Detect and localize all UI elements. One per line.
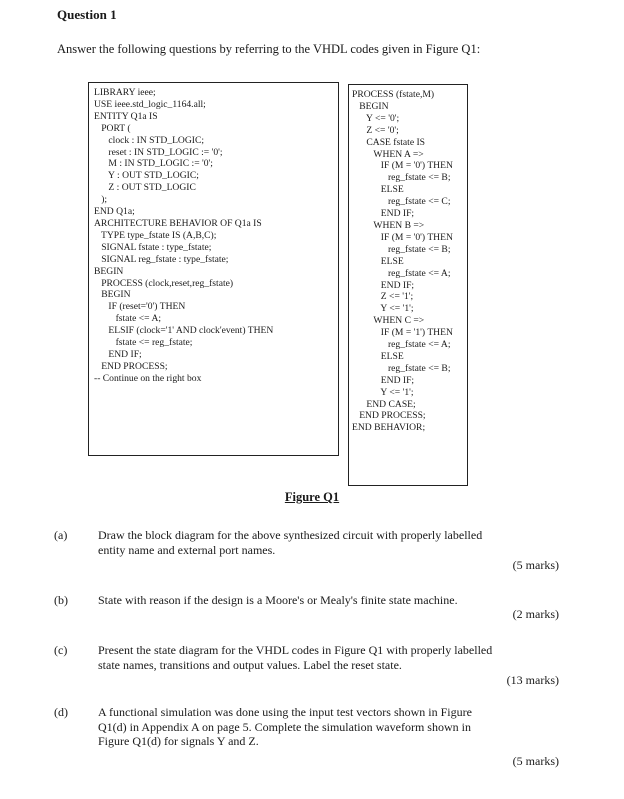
question-heading: Question 1: [57, 7, 117, 22]
code-line: WHEN C =>: [352, 315, 425, 327]
question-part-c: [54, 643, 559, 687]
code-line: reset : IN STD_LOGIC := '0';: [94, 146, 223, 158]
code-line: CASE fstate IS: [352, 136, 426, 148]
question-part-b: [54, 593, 559, 623]
code-line: END BEHAVIOR;: [352, 422, 426, 434]
code-line: END IF;: [352, 279, 415, 291]
vhdl-code-box-right: [348, 84, 468, 486]
code-line: reg_fstate <= A;: [352, 267, 451, 279]
code-line: -- Continue on the right box: [94, 372, 202, 384]
code-line: Y <= '1';: [352, 386, 414, 398]
marks-label: (5 marks): [512, 754, 559, 768]
code-line: reg_fstate <= A;: [352, 339, 451, 351]
question-text-line: Figure Q1(d) for signals Y and Z.: [98, 734, 259, 748]
code-line: LIBRARY ieee;: [94, 87, 156, 98]
code-line: BEGIN: [94, 289, 131, 301]
code-line: Y <= '1';: [352, 303, 414, 315]
code-line: END IF;: [94, 348, 142, 360]
code-line: PROCESS (clock,reset,reg_fstate): [94, 277, 234, 289]
marks-label: (2 marks): [512, 607, 559, 621]
code-line: Y : OUT STD_LOGIC;: [94, 170, 199, 182]
code-line: END IF;: [352, 374, 415, 386]
code-line: );: [94, 194, 108, 206]
question-text-line: Present the state diagram for the VHDL codes in Figure Q1 with properly labelled: [98, 643, 493, 657]
code-line: ARCHITECTURE BEHAVIOR OF Q1a IS: [94, 217, 262, 229]
code-line: SIGNAL fstate : type_fstate;: [94, 241, 212, 253]
code-line: SIGNAL reg_fstate : type_fstate;: [94, 253, 229, 265]
code-line: IF (M = '1') THEN: [352, 327, 453, 339]
code-line: PORT (: [94, 122, 131, 134]
code-line: reg_fstate <= B;: [352, 172, 451, 184]
question-text-line: State with reason if the design is a Moore's or Mealy's finite state machine.: [98, 593, 458, 607]
question-text-line: Draw the block diagram for the above synthesized circuit with properly labelled: [98, 528, 483, 542]
code-line: BEGIN: [352, 100, 389, 112]
code-line: IF (M = '0') THEN: [352, 160, 453, 172]
code-line: END PROCESS;: [352, 410, 426, 422]
question-part-label: (a): [54, 528, 68, 542]
code-line: reg_fstate <= B;: [352, 243, 451, 255]
code-line: Z : OUT STD_LOGIC: [94, 182, 196, 194]
question-intro: Answer the following questions by referring to the VHDL codes given in Figure Q1:: [57, 42, 481, 56]
question-text-line: state names, transitions and output values. Label the reset state.: [98, 657, 402, 672]
question-part-label: (b): [54, 593, 68, 607]
code-line: ELSE: [352, 255, 404, 267]
code-line: Y <= '0';: [352, 112, 400, 124]
code-line: END PROCESS;: [94, 360, 168, 372]
code-line: IF (reset='0') THEN: [94, 301, 186, 313]
code-line: PROCESS (fstate,M): [352, 89, 435, 100]
code-line: TYPE type_fstate IS (A,B,C);: [94, 229, 217, 241]
code-line: ELSE: [352, 184, 404, 196]
code-line: END IF;: [352, 208, 415, 220]
code-line: ELSIF (clock='1' AND clock'event) THEN: [94, 325, 274, 337]
code-line: WHEN B =>: [352, 219, 425, 231]
code-line: reg_fstate <= B;: [352, 362, 451, 374]
code-line: END CASE;: [352, 398, 416, 410]
code-line: fstate <= A;: [94, 313, 162, 325]
code-line: WHEN A =>: [352, 148, 424, 160]
question-part-a: [54, 528, 559, 572]
code-line: END Q1a;: [94, 206, 135, 218]
code-line: USE ieee.std_logic_1164.all;: [94, 98, 206, 110]
code-line: M : IN STD_LOGIC := '0';: [94, 158, 213, 170]
code-line: Z <= '1';: [352, 291, 414, 303]
question-part-d: [54, 705, 559, 769]
code-line: Z <= '0';: [352, 124, 399, 136]
question-text-line: A functional simulation was done using the input test vectors shown in Figure: [98, 705, 472, 719]
question-text-line: Q1(d) in Appendix A on page 5. Complete the simulation waveform shown in: [98, 719, 471, 734]
question-part-label: (d): [54, 705, 68, 719]
marks-label: (13 marks): [506, 673, 559, 687]
code-line: ENTITY Q1a IS: [94, 110, 158, 122]
code-line: IF (M = '0') THEN: [352, 231, 453, 243]
code-line: clock : IN STD_LOGIC;: [94, 134, 205, 146]
question-text-line: entity name and external port names.: [98, 542, 276, 557]
code-line: BEGIN: [94, 265, 124, 277]
figure-caption: Figure Q1: [284, 490, 340, 504]
code-line: ELSE: [352, 350, 404, 362]
question-part-label: (c): [54, 643, 68, 657]
code-line: reg_fstate <= C;: [352, 196, 451, 208]
vhdl-code-box-left: [88, 82, 339, 456]
marks-label: (5 marks): [512, 558, 559, 572]
code-line: fstate <= reg_fstate;: [94, 337, 193, 349]
